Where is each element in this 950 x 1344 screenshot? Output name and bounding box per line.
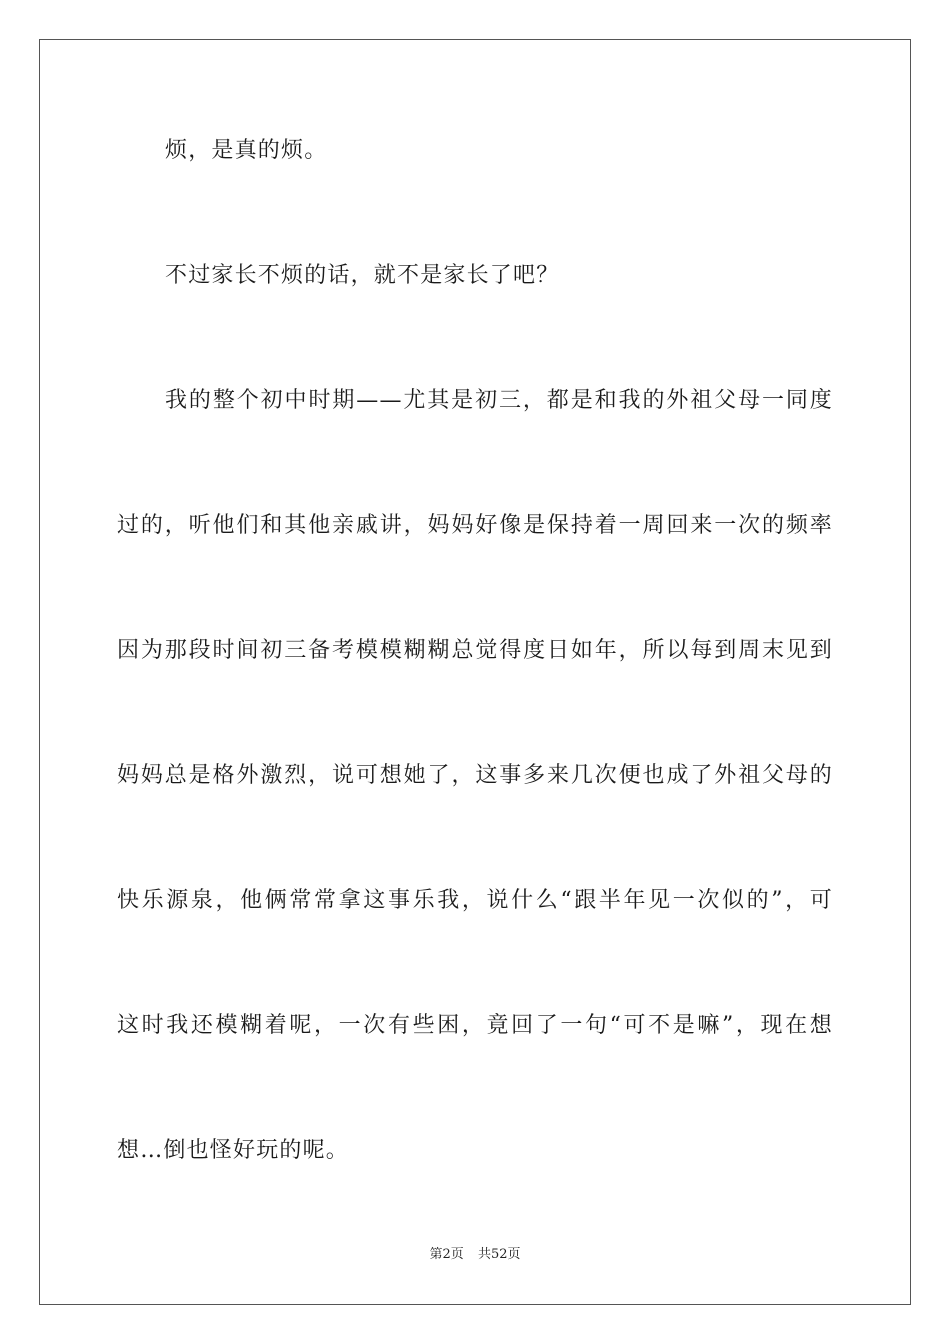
page-footer	[0, 1246, 950, 1264]
paragraph-line: 不过家长不烦的话，就不是家长了吧？	[165, 263, 560, 288]
page-total: 共52页	[477, 1247, 521, 1262]
paragraph-line: 因为那段时间初三备考模模糊糊总觉得度日如年，所以每到周末见到	[117, 638, 833, 663]
paragraph-line: 快乐源泉，他俩常常拿这事乐我，说什么“跟半年见一次似的”，可	[117, 888, 833, 913]
paragraph-line: 妈妈总是格外激烈，说可想她了，这事多来几次便也成了外祖父母的	[117, 763, 833, 788]
page-number: 第2页	[429, 1247, 464, 1262]
paragraph-line: 这时我还模糊着呢，一次有些困，竟回了一句“可不是嘛”，现在想	[117, 1013, 833, 1038]
paragraph-line: 过的，听他们和其他亲戚讲，妈妈好像是保持着一周回来一次的频率	[117, 513, 833, 538]
paragraph-line: 想…倒也怪好玩的呢。	[117, 1138, 350, 1163]
page-border	[39, 39, 911, 1305]
paragraph-line: 烦，是真的烦。	[165, 138, 328, 163]
paragraph-line: 我的整个初中时期——尤其是初三，都是和我的外祖父母一同度	[165, 388, 833, 413]
